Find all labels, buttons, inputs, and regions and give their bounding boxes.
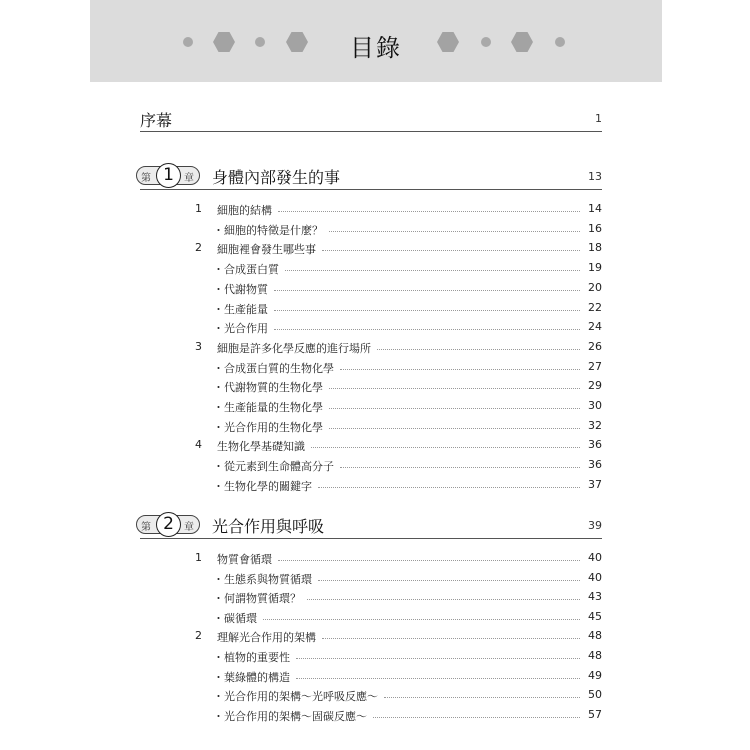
dot-leader <box>307 599 580 600</box>
prologue-row[interactable] <box>140 108 602 130</box>
entry-label: 生物化學基礎知識 <box>217 440 305 454</box>
chapter-badge <box>136 163 200 187</box>
entry-label: ・何謂物質循環？ <box>213 592 301 606</box>
entry-page-number: 40 <box>588 570 602 584</box>
entry-label: ・生產能量 <box>213 302 268 316</box>
prologue-page-number: 1 <box>595 112 602 125</box>
entry-label: ・代謝物質的生物化學 <box>213 381 323 395</box>
entry-label: ・從元素到生命體高分子 <box>213 460 334 474</box>
toc-subsection-entry[interactable] <box>195 649 602 665</box>
chapter-number: 2 <box>156 512 181 537</box>
entry-label: 細胞的結構 <box>217 204 272 217</box>
entry-page-number: 57 <box>588 707 602 721</box>
dot-leader <box>329 388 580 389</box>
toc-subsection-entry[interactable] <box>195 610 602 626</box>
entry-label: ・光合作用的架構～光呼吸反應～ <box>213 690 378 704</box>
entry-label: ・合成蛋白質的生物化學 <box>213 361 334 375</box>
toc-subsection-entry[interactable] <box>195 669 602 685</box>
chapter-number: 1 <box>156 163 181 188</box>
entry-page-number: 20 <box>588 280 602 294</box>
entry-page-number: 37 <box>588 477 602 491</box>
toc-page <box>90 0 662 750</box>
divider <box>140 189 602 190</box>
chapter-1-heading[interactable] <box>136 163 602 189</box>
dot-leader <box>329 231 580 232</box>
entry-page-number: 50 <box>588 688 602 702</box>
dot-leader <box>263 619 580 620</box>
entry-label: ・葉綠體的構造 <box>213 670 290 684</box>
entry-label: ・生態系與物質循環 <box>213 572 312 586</box>
toc-subsection-entry[interactable] <box>195 261 602 277</box>
chapter-2-heading[interactable] <box>136 512 602 538</box>
dot-leader <box>329 428 580 429</box>
entry-page-number: 45 <box>588 609 602 623</box>
entry-page-number: 43 <box>588 590 602 604</box>
dot-leader <box>322 250 580 251</box>
dot-leader <box>296 678 580 679</box>
entry-page-number: 32 <box>588 418 602 432</box>
entry-page-number: 19 <box>588 261 602 275</box>
entry-label: ・代謝物質 <box>213 282 268 296</box>
entry-label: ・合成蛋白質 <box>213 263 279 277</box>
dot-leader <box>278 560 580 561</box>
grey-dot-icon <box>481 37 491 47</box>
toc-subsection-entry[interactable] <box>195 379 602 395</box>
entry-page-number: 36 <box>588 438 602 452</box>
page-title: 目錄 <box>350 34 402 62</box>
chapter-badge <box>136 512 200 536</box>
entry-page-number: 22 <box>588 300 602 314</box>
dot-leader <box>377 349 580 350</box>
toc-subsection-entry[interactable] <box>195 320 602 336</box>
entry-label: 細胞是許多化學反應的進行場所 <box>217 341 371 355</box>
entry-page-number: 27 <box>588 359 602 373</box>
entry-label: ・植物的重要性 <box>213 651 290 664</box>
entry-label: 物質會循環 <box>217 553 272 566</box>
chapter-page-number: 13 <box>588 170 602 183</box>
toc-section-entry[interactable] <box>195 241 602 257</box>
dot-leader <box>285 270 580 271</box>
section-number: 4 <box>195 438 202 452</box>
header-band <box>90 0 662 82</box>
toc-subsection-entry[interactable] <box>195 399 602 415</box>
section-number: 2 <box>195 629 202 643</box>
entry-page-number: 16 <box>588 221 602 235</box>
chapter-badge-prefix: 第 <box>141 522 151 533</box>
toc-section-entry[interactable] <box>195 340 602 356</box>
toc-section-entry[interactable] <box>195 202 602 218</box>
prologue-title: 序幕 <box>140 111 173 130</box>
entry-label: 細胞裡會發生哪些事 <box>217 243 316 257</box>
dot-leader <box>340 369 580 370</box>
chapter-badge-suffix: 章 <box>184 173 194 184</box>
toc-subsection-entry[interactable] <box>195 281 602 297</box>
toc-subsection-entry[interactable] <box>195 590 602 606</box>
toc-subsection-entry[interactable] <box>195 222 602 238</box>
chapter-title: 身體內部發生的事 <box>212 168 341 187</box>
entry-page-number: 26 <box>588 339 602 353</box>
entry-page-number: 48 <box>588 649 602 662</box>
dot-leader <box>318 487 580 488</box>
toc-subsection-entry[interactable] <box>195 571 602 587</box>
dot-leader <box>278 211 580 212</box>
entry-label: ・生物化學的關鍵字 <box>213 479 312 493</box>
entry-page-number: 14 <box>588 202 602 215</box>
entry-label: ・光合作用的生物化學 <box>213 420 323 434</box>
dot-leader <box>311 447 580 448</box>
section-number: 1 <box>195 202 202 215</box>
toc-section-entry[interactable] <box>195 629 602 645</box>
grey-dot-icon <box>555 37 565 47</box>
entry-page-number: 40 <box>588 551 602 564</box>
dot-leader <box>274 290 580 291</box>
section-number: 2 <box>195 241 202 255</box>
entry-page-number: 36 <box>588 458 602 472</box>
divider <box>140 538 602 539</box>
entry-page-number: 48 <box>588 629 602 643</box>
chapter-title: 光合作用與呼吸 <box>212 517 325 536</box>
dot-leader <box>340 467 580 468</box>
toc-subsection-entry[interactable] <box>195 360 602 376</box>
entry-label: ・細胞的特徵是什麼？ <box>213 223 323 237</box>
section-number: 1 <box>195 551 202 564</box>
entry-page-number: 18 <box>588 241 602 255</box>
dot-leader <box>384 697 580 698</box>
toc-section-entry[interactable] <box>195 438 602 454</box>
dot-leader <box>373 717 580 718</box>
toc-subsection-entry[interactable] <box>195 458 602 474</box>
toc-subsection-entry[interactable] <box>195 708 602 724</box>
dot-leader <box>296 658 580 659</box>
chapter-page-number: 39 <box>588 519 602 532</box>
toc-subsection-entry[interactable] <box>195 688 602 704</box>
dot-leader <box>274 310 580 311</box>
entry-page-number: 49 <box>588 668 602 682</box>
divider <box>140 131 602 132</box>
entry-page-number: 29 <box>588 379 602 393</box>
chapter-badge-prefix: 第 <box>141 173 151 184</box>
dot-leader <box>318 580 580 581</box>
entry-label: ・碳循環 <box>213 611 257 625</box>
toc-subsection-entry[interactable] <box>195 301 602 317</box>
entry-page-number: 24 <box>588 320 602 334</box>
entry-label: ・光合作用 <box>213 322 268 336</box>
chapter-badge-suffix: 章 <box>184 522 194 533</box>
toc-section-entry[interactable] <box>195 551 602 567</box>
section-number: 3 <box>195 339 202 353</box>
entry-label: 理解光合作用的架構 <box>217 631 316 645</box>
entry-label: ・光合作用的架構～固碳反應～ <box>213 709 367 723</box>
entry-page-number: 30 <box>588 399 602 412</box>
entry-label: ・生產能量的生物化學 <box>213 401 323 414</box>
dot-leader <box>329 408 580 409</box>
toc-subsection-entry[interactable] <box>195 478 602 494</box>
dot-leader <box>274 329 580 330</box>
toc-subsection-entry[interactable] <box>195 419 602 435</box>
dot-leader <box>322 638 580 639</box>
